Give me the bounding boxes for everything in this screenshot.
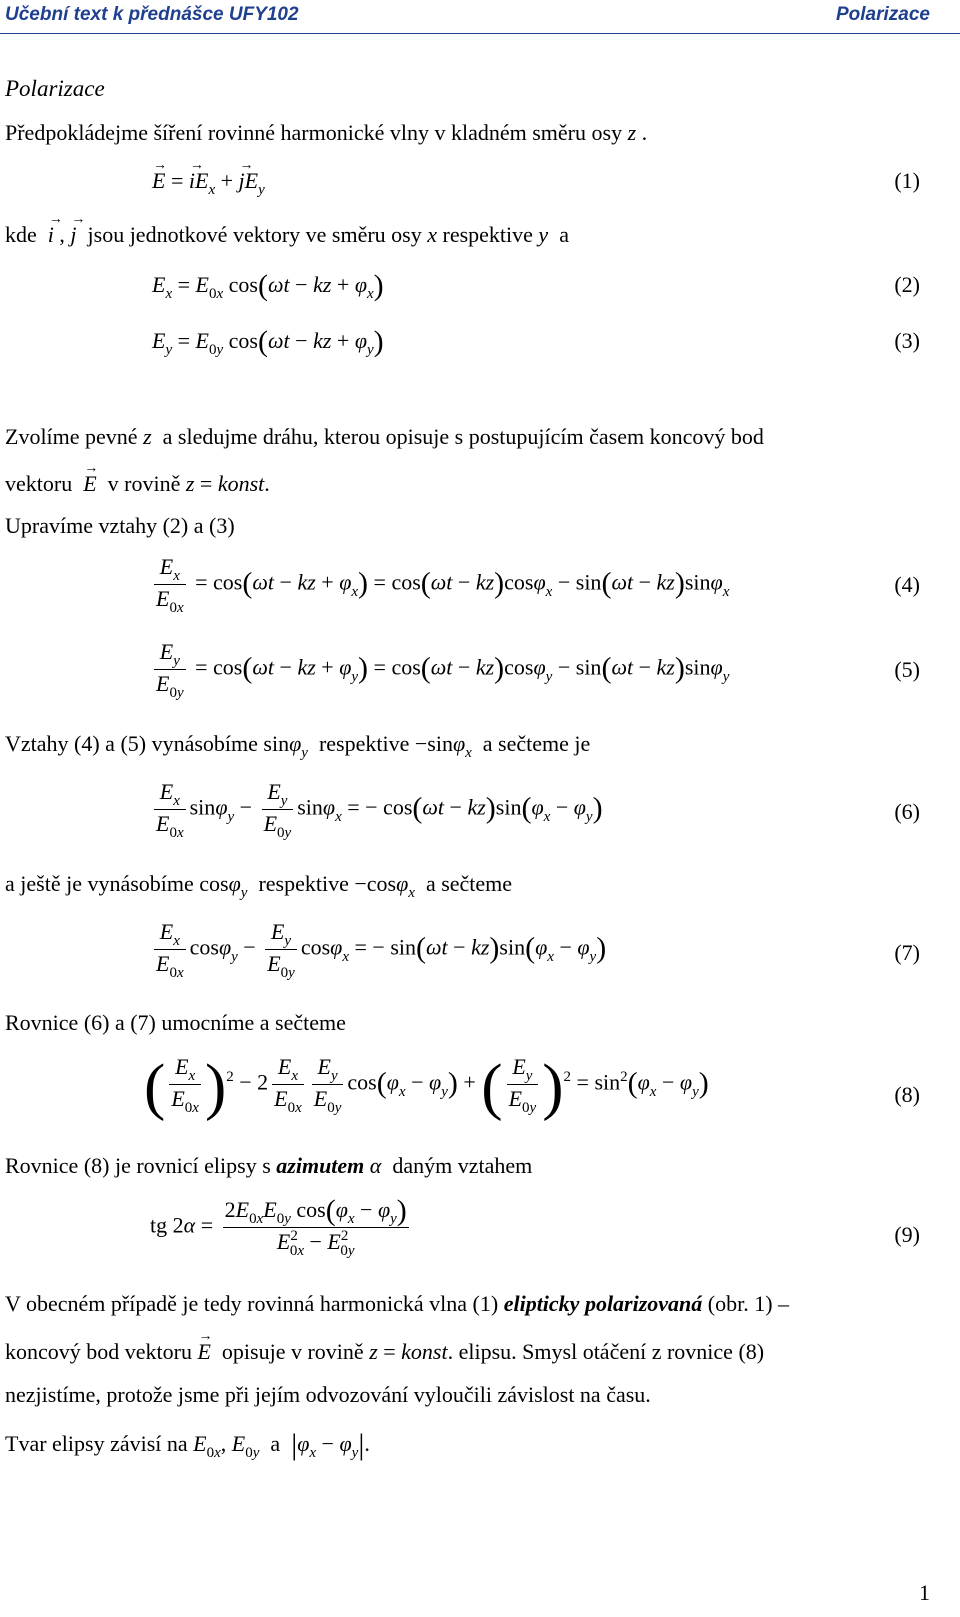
paragraph-5: Upravíme vztahy (2) a (3) <box>5 513 235 538</box>
paragraph-10: V obecném případě je tedy rovinná harmonická vlna (1) elipticky polarizovaná (obr. 1) – <box>5 1291 790 1316</box>
header-course-title: Učební text k přednášce UFY102 <box>5 4 299 25</box>
equation-number-5: (5) <box>894 657 920 682</box>
equation-4: $\frac{E_x}{E_{0x}}$ = cos(ωt − kz + $\varphi_x) = \cos(\omega t - kz)\cos\varphi_x - \sin(\omega t - kz)\sin\varphi_x$ <box>156 554 730 616</box>
equation-9: tg 2α = $\frac{2E_{0x}E_{0y} \cos(\varphi_x - \varphi_y)}{E^2_{0x} - E^2_{0y}}$ <box>150 1194 407 1259</box>
equation-8: ( $\frac{E_x}{E_{0x}}$ )$^2$ − 2 $\frac{E_x}{E_{0x}}$ $\frac{E_y}{E_{0y}}$ $\cos(\varphi_x - \varphi_y)$ + ( $\frac{E_y}{E_{0y}}$ )$^2 = \sin^2(\varphi_x - \varphi_y)$ <box>144 1050 709 1122</box>
equation-number-4: (4) <box>894 572 920 597</box>
paragraph-6: Vztahy (4) a (5) vynásobíme sinφ$_y$ respektive −sinφ$_x$ a sečteme je <box>5 731 591 761</box>
equation-number-2: (2) <box>894 272 920 297</box>
equation-number-9: (9) <box>894 1222 920 1247</box>
paragraph-13: Tvar elipsy závisí na $E_{0x}$, $E_{0y}$ a $|\varphi_x - \varphi_y|$. <box>5 1428 370 1461</box>
paragraph-9: Rovnice (8) je rovnicí elipsy s azimutem α daným vztahem <box>5 1153 533 1178</box>
equation-6: $\frac{E_x}{E_{0x}}$ sinφ$_y$ − $\frac{E_y}{E_{0y}}$ sinφ$_x$ = − $\cos(\omega t - kz)\sin(\varphi_x - \varphi_y)$ <box>156 779 603 841</box>
page-header <box>0 0 960 34</box>
header-rule <box>0 33 960 34</box>
page-number: 1 <box>919 1580 930 1605</box>
equation-2: $E_x = E_{0x}$ cos(ωt − kz + $\varphi_x$) <box>152 269 384 302</box>
paragraph-3: Zvolíme pevné z a sledujme dráhu, kterou opisuje s postupujícím časem koncový bod <box>5 424 764 449</box>
equation-number-3: (3) <box>894 328 920 353</box>
equation-1: → E = → $iE_x$ + → $jE_y$ <box>152 168 265 197</box>
paragraph-2: kde → i , → j jsou jednotkové vektory ve směru osy x respektive y a <box>5 222 569 248</box>
equation-number-8: (8) <box>894 1082 920 1107</box>
paragraph-11: koncový bod vektoru → E opisuje v rovině z = konst. elipsu. Smysl otáčení z rovnice (8) <box>5 1339 764 1365</box>
header-section-title: Polarizace <box>836 4 930 25</box>
paragraph-1: Předpokládejme šíření rovinné harmonické vlny v kladném směru osy z . <box>5 120 648 145</box>
equation-number-7: (7) <box>894 940 920 965</box>
paragraph-7: a ještě je vynásobíme cosφ$_y$ respektive −cosφ$_x$ a sečteme <box>5 871 513 901</box>
equation-number-1: (1) <box>894 168 920 193</box>
paragraph-8: Rovnice (6) a (7) umocníme a sečteme <box>5 1010 346 1035</box>
equation-5: $\frac{E_y}{E_{0y}}$ = cos(ωt − kz + $\varphi_y) = \cos(\omega t - kz)\cos\varphi_y - \sin(\omega t - kz)\sin\varphi_y$ <box>156 639 730 701</box>
paragraph-4: vektoru → E v rovině z = konst. <box>5 471 270 497</box>
equation-number-6: (6) <box>894 799 920 824</box>
equation-7: $\frac{E_x}{E_{0x}}$ cosφ$_y$ − $\frac{E_y}{E_{0y}}$ cosφ$_x$ = − $\sin(\omega t - kz)\sin(\varphi_x - \varphi_y)$ <box>156 919 607 981</box>
equation-3: $E_y = E_{0y}$ cos(ωt − kz + $\varphi_y$) <box>152 325 384 358</box>
section-title: Polarizace <box>5 76 105 101</box>
paragraph-12: nezjistíme, protože jsme při jejím odvozování vyloučili závislost na času. <box>5 1382 651 1407</box>
